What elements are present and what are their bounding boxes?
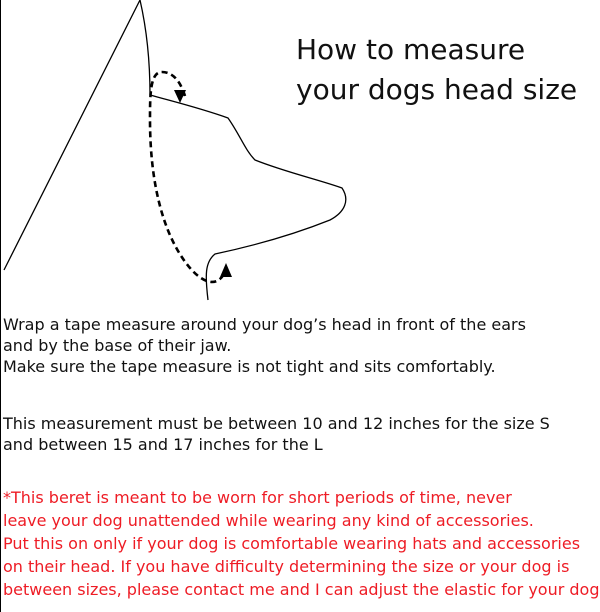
page-title [296, 30, 577, 110]
measurement-line: and between 15 and 17 inches for the L [3, 435, 323, 454]
instruction-line: Wrap a tape measure around your dog’s head in front of the ears [3, 315, 526, 334]
arrow-top-icon [174, 90, 186, 103]
title-line-1: How to measure [296, 33, 526, 66]
warning-line: leave your dog unattended while wearing any kind of accessories. [3, 511, 534, 530]
warning-line: *This beret is meant to be worn for short periods of time, never [3, 488, 512, 507]
dog-head-outline [4, 0, 346, 300]
title-line-2: your dogs head size [296, 73, 578, 106]
measurement-line: This measurement must be between 10 and 12 inches for the size S [3, 414, 550, 433]
instructions-block [3, 314, 526, 377]
warning-line: on their head. If you have difficulty determining the size or your dog is [3, 557, 570, 576]
tape-measure-dashed-line [150, 72, 224, 282]
measurement-block [3, 413, 550, 455]
warning-line: between sizes, please contact me and I can adjust the elastic for your dog [3, 580, 600, 599]
instruction-line: and by the base of their jaw. [3, 336, 232, 355]
warning-line: Put this on only if your dog is comfortable wearing hats and accessories [3, 534, 581, 553]
arrow-bottom-icon [220, 263, 232, 277]
instruction-line: Make sure the tape measure is not tight and sits comfortably. [3, 357, 496, 376]
warning-block [3, 486, 599, 601]
